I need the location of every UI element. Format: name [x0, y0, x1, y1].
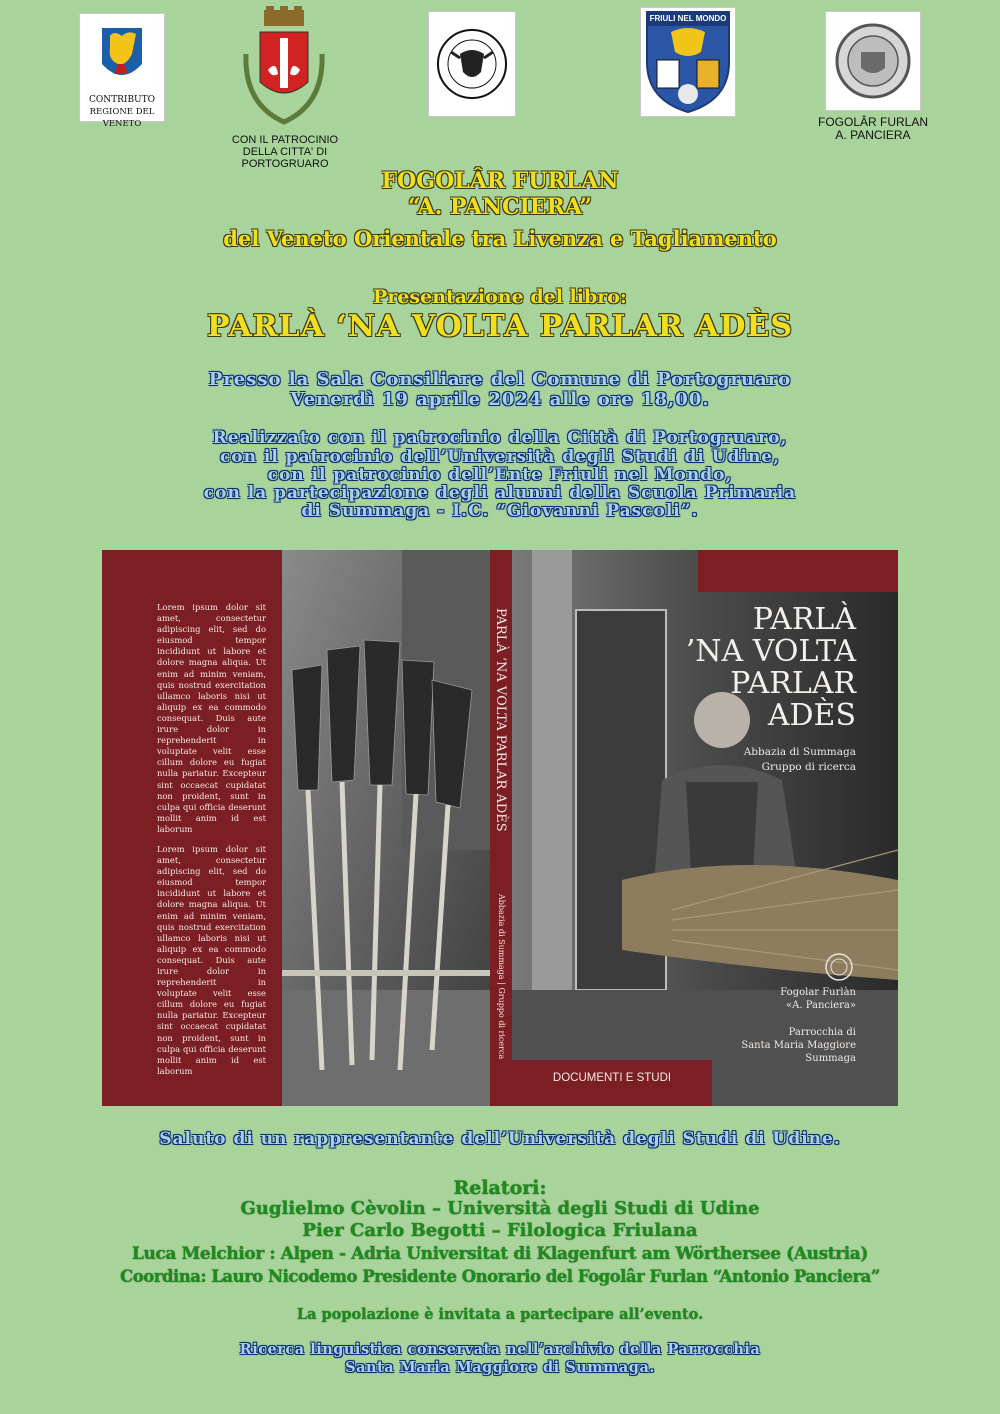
- portogruaro-caption-line-3: PORTOGRUARO: [241, 158, 329, 170]
- speaker-1: Guglielmo Cèvolin – Università degli Studi di Udine: [240, 1198, 760, 1219]
- venue-line-2: Venerdì 19 aprile 2024 alle ore 18,00.: [290, 389, 710, 410]
- cover-author-line-1: Abbazia di Summaga: [743, 746, 856, 758]
- speaker-3: Luca Melchior : Alpen - Adria Universitat di Klagenfurt am Wörthersee (Austria): [131, 1244, 869, 1264]
- cover-title-line-1: PARLÀ: [752, 602, 856, 637]
- cover-red-banner-top: [698, 550, 898, 592]
- fogolar-emblem-icon: [824, 952, 854, 982]
- friuli-nel-mondo-logo: [641, 8, 735, 116]
- patronage-line-5: di Summaga - I.C. “Giovanni Pascoli”.: [301, 501, 699, 521]
- back-cover-paragraph-2: Lorem ipsum dolor sit amet, consectetur adipiscing elit, sed do eiusmod tempor incididunt ut labore et dolore magna aliqua. Ut enim ad minim veniam, quis nostrud exercitation ullamco laboris nisi ut aliquip ex ea commodo consequat. Duis aute irure dolor in reprehenderit in voluptate velit esse cillum dolore eu fugiat nulla pariatur. Excepteur sint occaecat cupidatat non proident, sunt in culpa qui officia deserunt mollit anim id est laborum: [157, 843, 266, 1076]
- back-cover: [102, 550, 282, 1106]
- cover-parish-line-2: Santa Maria Maggiore: [741, 1040, 856, 1051]
- fogolar-caption-line-1: FOGOLÂR FURLAN: [817, 115, 928, 129]
- brooms-photo-icon: [282, 550, 490, 1106]
- back-cover-photo-brooms: [282, 550, 490, 1106]
- book-spine: [490, 550, 512, 1106]
- university-udine-logo: [429, 12, 515, 116]
- speakers-heading: Relatori:: [453, 1177, 547, 1199]
- spine-title: PARLÀ ‘NA VOLTA PARLAR ADÈS: [493, 608, 508, 832]
- patronage-line-1: Realizzato con il patrocinio della Città di Portogruaro,: [212, 428, 788, 448]
- org-name-line-3: del Veneto Orientale tra Livenza e Tagliamento: [223, 226, 777, 251]
- portogruaro-caption-line-2: DELLA CITTA' DI: [242, 146, 328, 158]
- cover-parish-line-1: Parrocchia di: [788, 1027, 856, 1038]
- venue-line-1: Presso la Sala Consiliare del Comune di Portogruaro: [208, 369, 792, 390]
- cover-title-line-3: PARLAR: [730, 666, 856, 701]
- cover-parish-line-3: Summaga: [805, 1053, 856, 1064]
- patronage-line-4: con la partecipazione degli alunni della Scuola Primaria: [203, 483, 797, 503]
- patronage-line-2: con il patrocinio dell’Università degli Studi di Udine,: [219, 447, 781, 467]
- portogruaro-coat-of-arms: [232, 4, 336, 134]
- cover-author-line-2: Gruppo di ricerca: [761, 761, 856, 773]
- book-cover-spread: [102, 550, 898, 1106]
- patronage-line-3: con il patrocinio dell’Ente Friuli nel Mondo,: [267, 465, 733, 485]
- footer-line-1: Ricerca linguistica conservata nell’archivio della Parrocchia: [239, 1341, 761, 1358]
- friuli-badge-text: FRIULI NEL MONDO: [649, 14, 727, 23]
- org-name-line-2: “A. PANCIERA”: [407, 194, 593, 220]
- city-crest-icon: [232, 4, 336, 134]
- portogruaro-caption-line-1: CON IL PATROCINIO: [231, 134, 339, 146]
- series-label: DOCUMENTI E STUDI: [552, 1072, 672, 1084]
- cover-publisher-line-1: Fogolar Furlàn: [780, 987, 856, 998]
- front-cover-photo-broom-maker: [512, 550, 898, 1106]
- cover-publisher-line-2: «A. Panciera»: [786, 1000, 856, 1011]
- regione-veneto-logo: [80, 14, 164, 129]
- university-greeting: Saluto di un rappresentante dell’Università degli Studi di Udine.: [159, 1129, 841, 1149]
- friuli-shield-icon: [641, 8, 735, 116]
- medieval-seal-icon: [826, 12, 920, 110]
- veneto-caption-1: CONTRIBUTO: [88, 95, 156, 105]
- book-title-heading: PARLÀ ‘NA VOLTA PARLAR ADÈS: [206, 309, 794, 344]
- cover-title-line-4: ADÈS: [767, 698, 856, 733]
- public-invitation: La popolazione è invitata a partecipare all’evento.: [296, 1306, 704, 1323]
- org-name-line-1: FOGOLÂR FURLAN: [381, 168, 619, 194]
- fogolar-furlan-seal: [826, 12, 920, 110]
- university-seal-icon: [429, 12, 515, 116]
- coordinator: Coordina: Lauro Nicodemo Presidente Onorario del Fogolâr Furlan “Antonio Panciera”: [120, 1267, 880, 1286]
- fogolar-caption-line-2: A. PANCIERA: [835, 128, 911, 142]
- cover-title-line-2: ’NA VOLTA: [685, 634, 856, 669]
- back-cover-paragraph-1: Lorem ipsum dolor sit amet, consectetur adipiscing elit, sed do eiusmod tempor incididunt ut labore et dolore magna aliqua. Ut enim ad minim veniam, quis nostrud exercitation ullamco laboris nisi ut aliquip ex ea commodo consequat. Duis aute irure dolor in reprehenderit in voluptate velit esse cillum dolore eu fugiat nulla pariatur. Excepteur sint occaecat cupidatat non proident, sunt in culpa qui officia deserunt mollit anim id est laborum: [157, 602, 266, 834]
- footer-line-2: Santa Maria Maggiore di Summaga.: [345, 1359, 655, 1376]
- speaker-2: Pier Carlo Begotti – Filologica Friulana: [302, 1220, 698, 1241]
- spine-subtitle: Abbazia di Summaga | Gruppo di ricerca: [497, 894, 506, 1060]
- presentation-label: Presentazione del libro:: [373, 286, 627, 308]
- veneto-caption-2: REGIONE DEL VENETO: [89, 107, 155, 129]
